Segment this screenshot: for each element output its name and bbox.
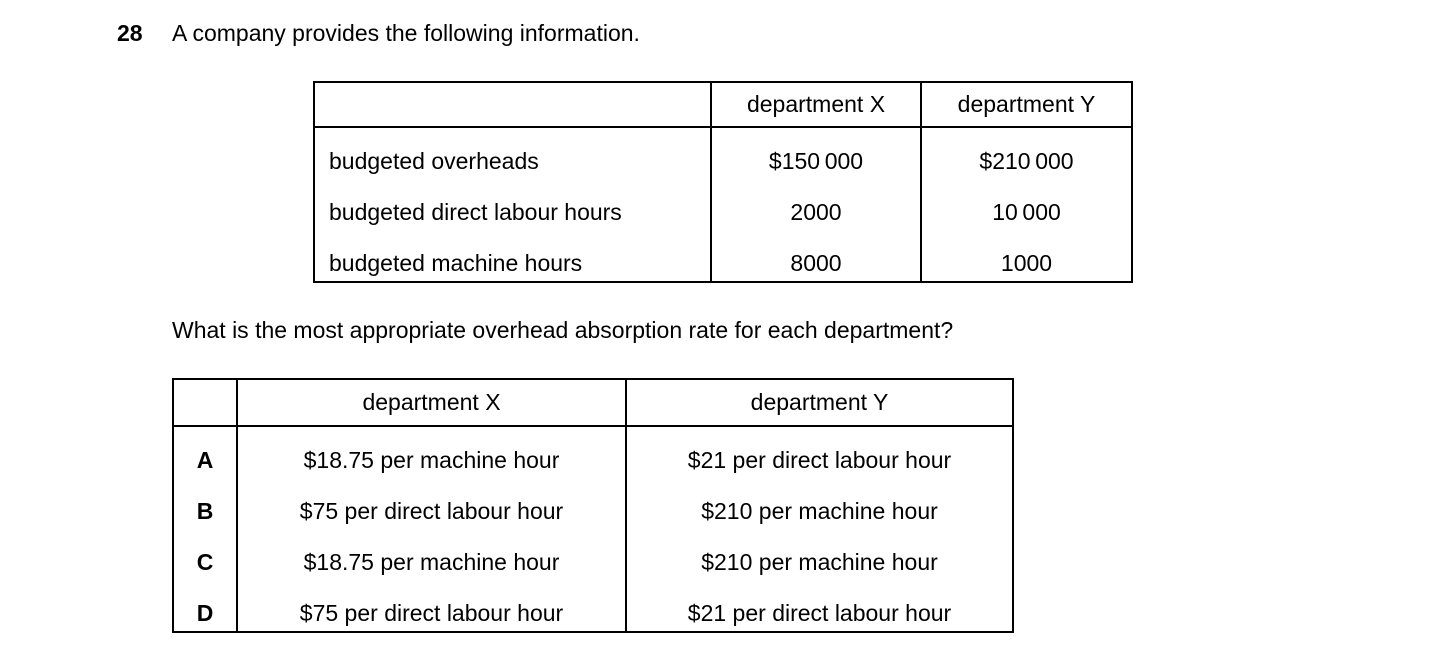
question-number: 28 xyxy=(117,20,143,46)
option-letter-a: A xyxy=(174,427,238,478)
option-letter-b: B xyxy=(174,478,238,529)
option-letter-d: D xyxy=(174,580,238,631)
info-table-header-dept-x-label: department X xyxy=(746,91,886,117)
info-row-value-y: 10 000 xyxy=(992,199,1061,225)
option-d-dept-x: $75 per direct labour hour xyxy=(238,580,627,631)
info-row-value-y: $210 000 xyxy=(979,148,1074,174)
option-b-dept-x: $75 per direct labour hour xyxy=(238,478,627,529)
info-row-value-x: 2000 xyxy=(712,179,922,230)
info-row-label: budgeted machine hours xyxy=(315,230,712,281)
options-table xyxy=(172,378,1014,633)
option-c-dept-x: $18.75 per machine hour xyxy=(238,529,627,580)
info-row-label: budgeted direct labour hours xyxy=(315,179,712,230)
options-table-corner-cell xyxy=(174,380,238,427)
question-intro-text: A company provides the following information. xyxy=(172,20,640,46)
info-row-value-x: 8000 xyxy=(712,230,922,281)
option-b-dept-y: $210 per machine hour xyxy=(701,498,938,524)
options-table-header-dept-x-label: department X xyxy=(362,389,501,415)
option-a-dept-y: $21 per direct labour hour xyxy=(687,447,952,473)
question-prompt: What is the most appropriate overhead absorption rate for each department? xyxy=(172,317,954,343)
options-table-header-dept-y-label: department Y xyxy=(750,389,889,415)
options-table-header-dept-x xyxy=(238,380,627,427)
option-c-dept-y: $210 per machine hour xyxy=(701,549,938,575)
options-table-header-dept-y xyxy=(627,380,1012,427)
info-row-value-y: 1000 xyxy=(1000,250,1053,276)
info-table-header-dept-y-label: department Y xyxy=(957,91,1096,117)
option-d-dept-y: $21 per direct labour hour xyxy=(687,600,952,626)
info-table xyxy=(313,81,1133,283)
option-letter-c: C xyxy=(174,529,238,580)
info-table-header-dept-x xyxy=(712,83,922,128)
option-a-dept-x: $18.75 per machine hour xyxy=(238,427,627,478)
info-row-value-x: $150 000 xyxy=(712,128,922,179)
info-row-label: budgeted overheads xyxy=(315,128,712,179)
info-table-corner-cell xyxy=(315,83,712,128)
info-table-header-dept-y xyxy=(922,83,1131,128)
